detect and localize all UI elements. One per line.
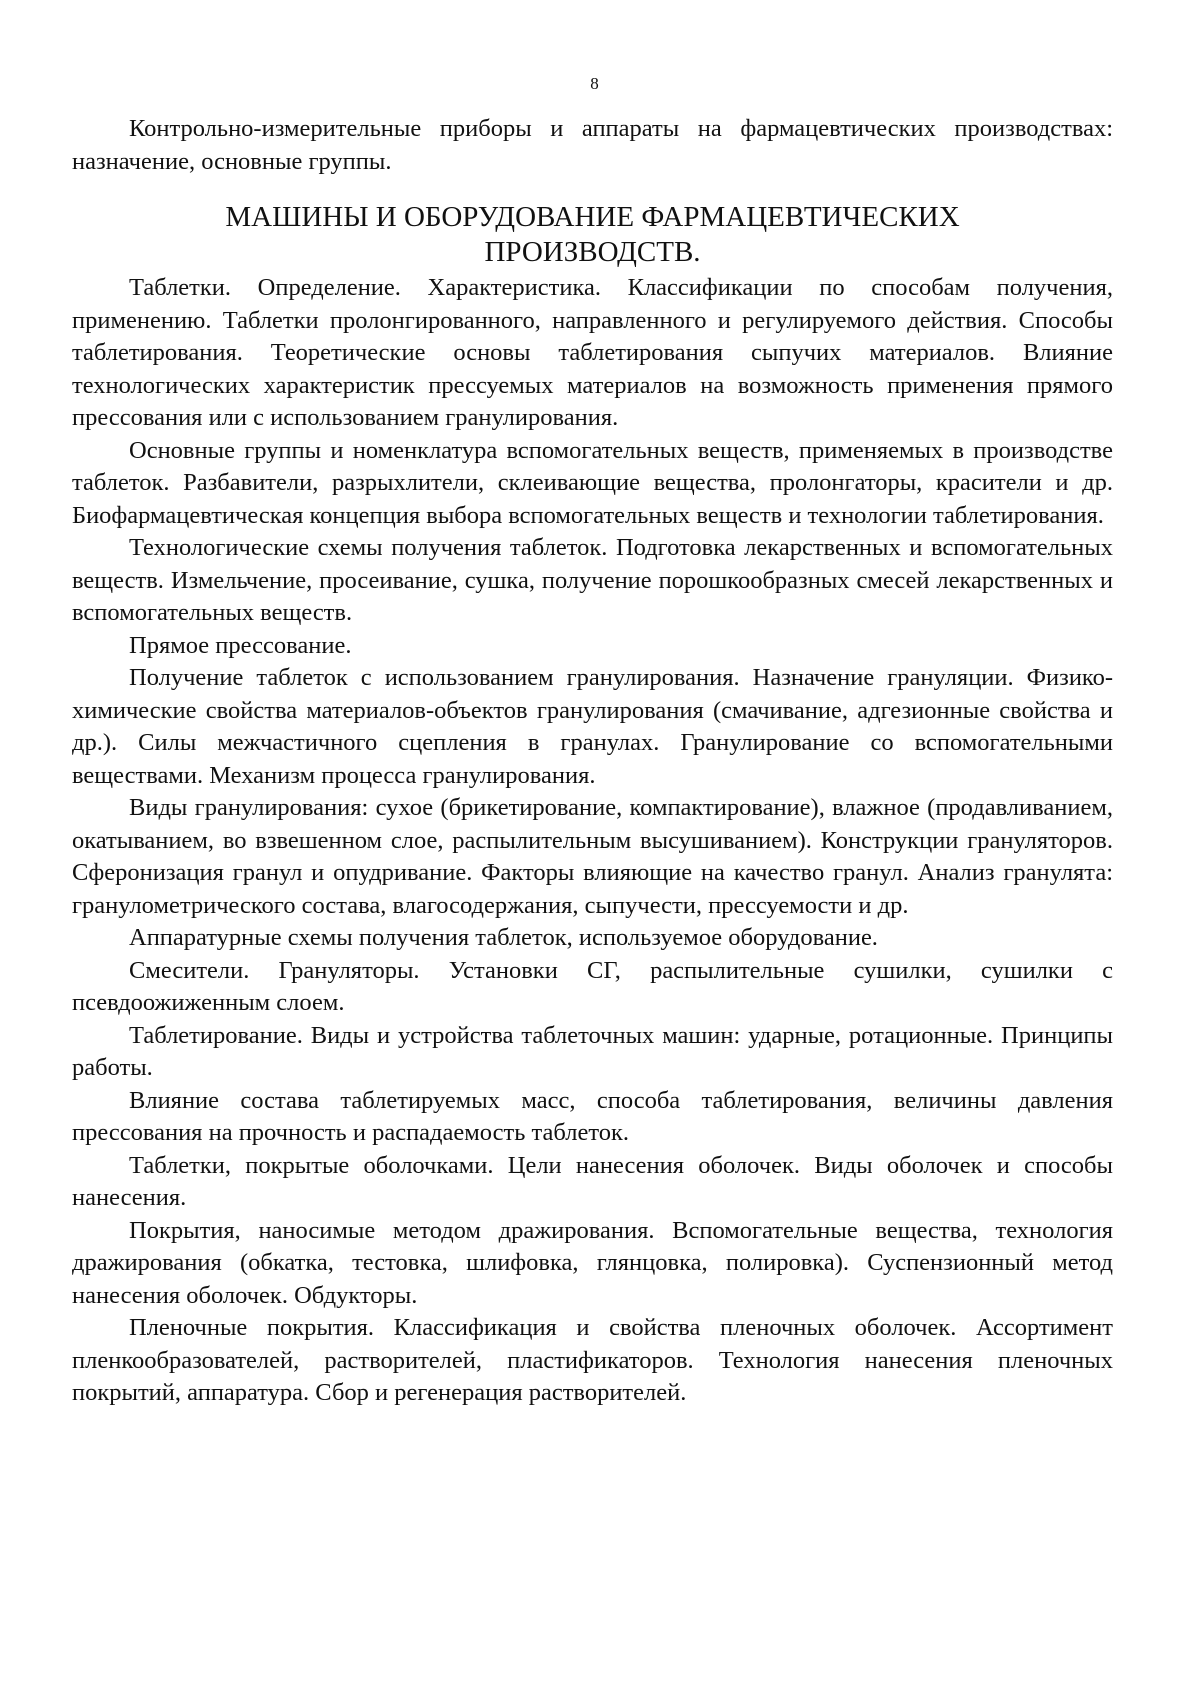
paragraph-coated-tablets: Таблетки, покрытые оболочками. Цели нанесения оболочек. Виды оболочек и способы нанесения. [72, 1151, 1113, 1211]
paragraph-dragee-coating: Покрытия, наносимые методом дражирования. Вспомогательные вещества, технология дражирования (обкатка, тестовка, шлифовка, глянцовка, полировка). Суспензионный метод нанесения оболочек. Обдукторы. [72, 1216, 1113, 1309]
paragraph-apparatus-schemes: Аппаратурные схемы получения таблеток, используемое оборудование. [129, 924, 878, 951]
paragraph-technological-schemes: Технологические схемы получения таблеток. Подготовка лекарственных и вспомогательных веществ. Измельчение, просеивание, сушка, получение порошкообразных смесей лекарственных и вспомогательных веществ. [72, 534, 1113, 626]
intro-paragraph: Контрольно-измерительные приборы и аппараты на фармацевтических производствах: назначение, основные группы. [72, 115, 1113, 175]
paragraph-tableting: Таблетирование. Виды и устройства таблеточных машин: ударные, ротационные. Принципы работы. [72, 1021, 1113, 1081]
paragraph-mixers: Смесители. Грануляторы. Установки СГ, распылительные сушилки, сушилки с псевдоожиженным слоем. [72, 956, 1113, 1016]
paragraph-excipients: Основные группы и номенклатура вспомогательных веществ, применяемых в производстве таблеток. Разбавители, разрыхлители, склеивающие вещества, пролонгаторы, красители и др. Биофармацевтическая концепция выбора вспомогательных веществ и технологии таблетирования. [72, 436, 1113, 529]
paragraph-tablets-definition: Таблетки. Определение. Характеристика. Классификации по способам получения, применению. Таблетки пролонгированного, направленного и регулируемого действия. Способы таблетирования. Теоретические основы таблетирования сыпучих материалов. Влияние технологических характеристик прессуемых материалов на возможность применения прямого прессования или с использованием гранулирования. [72, 274, 1113, 431]
section-heading: МАШИНЫ И ОБОРУДОВАНИЕ ФАРМАЦЕВТИЧЕСКИХ ПРОИЗВОДСТВ. [225, 201, 960, 268]
page-content [72, 113, 1113, 1410]
paragraph-granulation: Получение таблеток с использованием гранулирования. Назначение грануляции. Физико-химические свойства материалов-объектов гранулирования (смачивание, адгезионные свойства и др.). Силы межчастичного сцепления в гранулах. Гранулирование со вспомогательными веществами. Механизм процесса гранулирования. [72, 664, 1113, 789]
page-number: 8 [590, 74, 599, 93]
paragraph-composition-influence: Влияние состава таблетируемых масс, способа таблетирования, величины давления прессования на прочность и распадаемость таблеток. [72, 1086, 1113, 1146]
paragraph-film-coating: Пленочные покрытия. Классификация и свойства пленочных оболочек. Ассортимент пленкообразователей, растворителей, пластификаторов. Технология нанесения пленочных покрытий, аппаратура. Сбор и регенерация растворителей. [72, 1314, 1113, 1406]
paragraph-granulation-types: Виды гранулирования: сухое (брикетирование, компактирование), влажное (продавливанием, окатыванием, во взвешенном слое, распылительным высушиванием). Конструкции грануляторов. Сферонизация гранул и опудривание. Факторы влияющие на качество гранул. Анализ гранулята: гранулометрического состава, влагосодержания, сыпучести, прессуемости и др. [72, 794, 1113, 919]
paragraph-direct-compression: Прямое прессование. [129, 631, 352, 659]
